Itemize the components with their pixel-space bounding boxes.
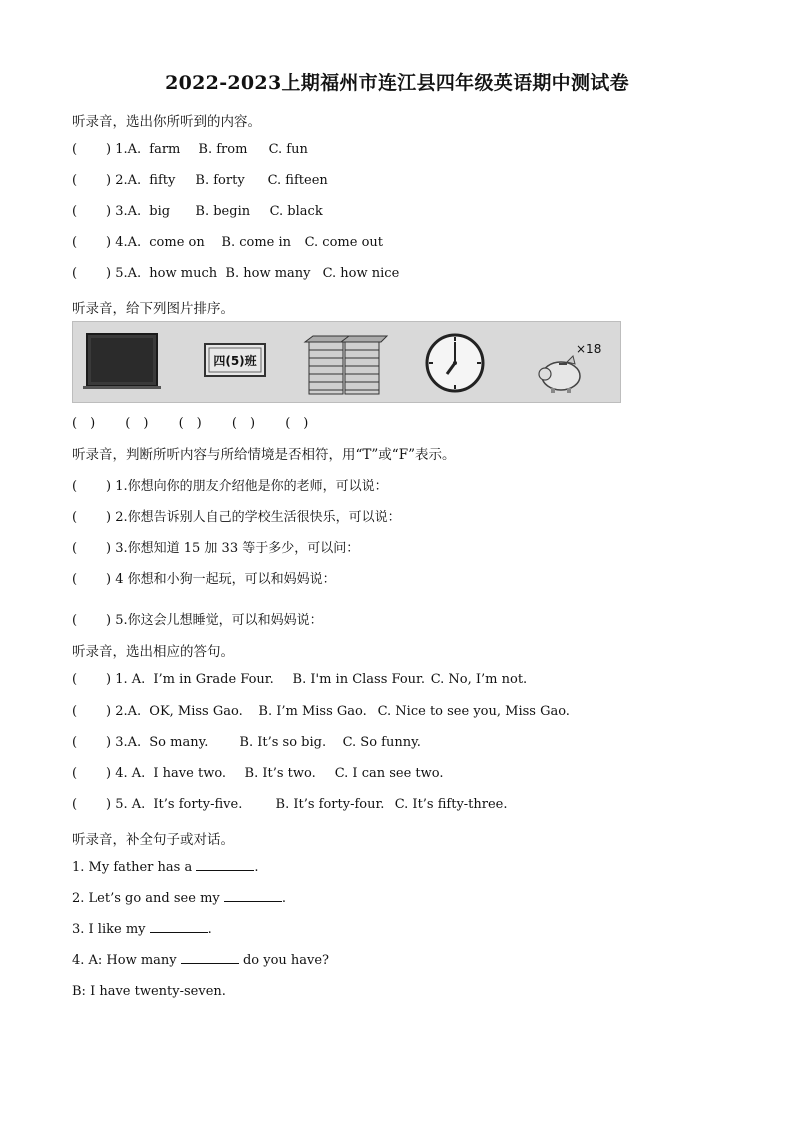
section3-heading: 听录音，判断所听内容与所给情境是否相符，用“T”或“F”表示。 — [72, 447, 456, 463]
list-item: ( ) 5. A. It’s forty-five. B. It’s forty-four. C. It’s fifty-three. — [72, 797, 508, 812]
page-title: 2022-2023上期福州市连江县四年级英语期中测试卷 — [165, 72, 629, 94]
dialog-answer: B: I have twenty-seven. — [72, 984, 226, 999]
order-bracket[interactable]: ( ) — [231, 416, 256, 431]
fill-blank-item: 2. Let’s go and see my . — [72, 891, 287, 906]
list-item: ( ) 1.A. farm B. from C. fun — [72, 142, 308, 157]
list-item: ( ) 4.A. come on B. come in C. come out — [72, 235, 383, 250]
answer-blank[interactable] — [181, 962, 239, 964]
order-bracket[interactable]: ( ) — [72, 416, 96, 431]
order-bracket[interactable]: ( ) — [285, 416, 309, 431]
list-item: ( ) 5.你这会儿想睡觉，可以和妈妈说： — [72, 613, 323, 628]
answer-blank[interactable] — [150, 931, 208, 933]
list-item: ( ) 3.A. big B. begin C. black — [72, 204, 323, 219]
list-item: ( ) 2.你想告诉别人自己的学校生活很快乐，可以说： — [72, 510, 401, 525]
order-brackets — [72, 412, 334, 431]
section1-heading: 听录音，选出你所听到的内容。 — [72, 114, 261, 130]
piggy-bank-icon — [539, 356, 580, 393]
clock-icon — [427, 335, 483, 391]
section2-heading: 听录音，给下列图片排序。 — [72, 301, 234, 317]
list-item: ( ) 2.A. OK, Miss Gao. B. I’m Miss Gao. C. Nice to see you, Miss Gao. — [72, 704, 570, 719]
section4-heading: 听录音，选出相应的答句。 — [72, 644, 234, 660]
answer-blank[interactable] — [196, 869, 254, 871]
pig-count-label: ×18 — [576, 342, 602, 356]
answer-blank[interactable] — [224, 900, 282, 902]
fill-blank-item: 4. A: How many do you have? — [72, 953, 330, 968]
picture-strip — [72, 321, 621, 403]
list-item: ( ) 3.A. So many. B. It’s so big. C. So funny. — [72, 735, 421, 750]
list-item: ( ) 1.你想向你的朋友介绍他是你的老师，可以说： — [72, 479, 388, 494]
list-item: ( ) 4 你想和小狗一起玩，可以和妈妈说： — [72, 572, 336, 587]
list-item: ( ) 5.A. how much B. how many C. how nice — [72, 266, 400, 281]
books-icon — [305, 336, 387, 394]
class-sign-label: 四(5)班 — [213, 354, 257, 368]
section5-heading: 听录音，补全句子或对话。 — [72, 832, 234, 848]
list-item: ( ) 3.你想知道 15 加 33 等于多少，可以问： — [72, 541, 360, 556]
order-bracket[interactable]: ( ) — [125, 416, 149, 431]
order-bracket[interactable]: ( ) — [178, 416, 202, 431]
fill-blank-item: 1. My father has a . — [72, 860, 259, 875]
blackboard-icon — [83, 334, 161, 389]
list-item: ( ) 2.A. fifty B. forty C. fifteen — [72, 173, 328, 188]
list-item: ( ) 4. A. I have two. B. It’s two. C. I can see two. — [72, 766, 444, 781]
fill-blank-item: 3. I like my . — [72, 922, 212, 937]
picture-strip-svg — [73, 322, 622, 404]
list-item: ( ) 1. A. I’m in Grade Four. B. I'm in Class Four. C. No, I’m not. — [72, 672, 528, 687]
